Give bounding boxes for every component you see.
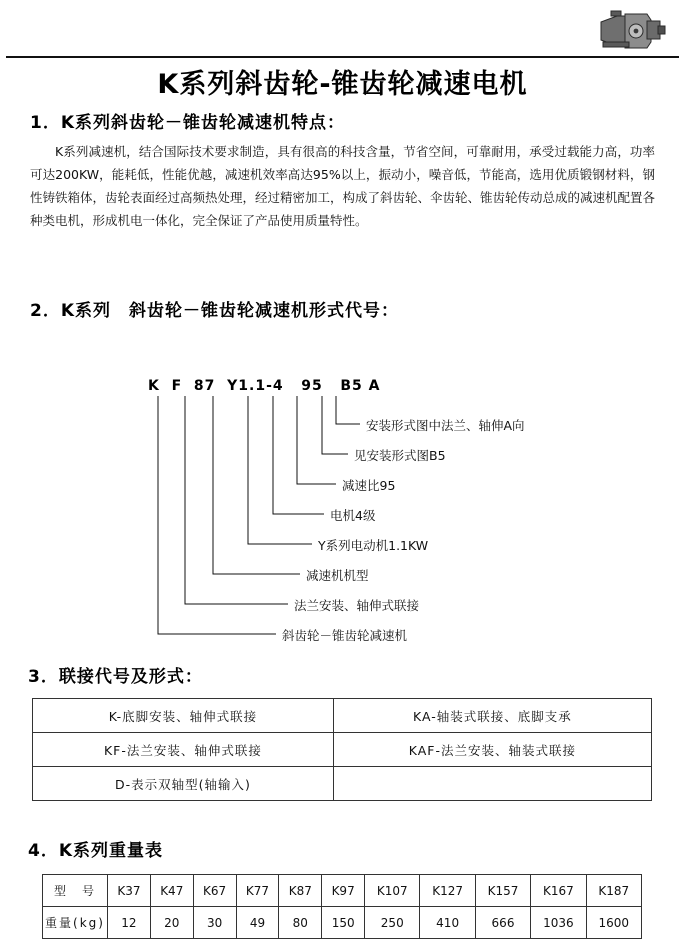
model-cell-1: K47: [150, 875, 193, 907]
model-cell-4: K87: [279, 875, 322, 907]
model-cell-7: K127: [420, 875, 475, 907]
section-2-heading: 2．K系列 斜齿轮－锥齿轮减速机形式代号：: [30, 301, 400, 321]
section-1-heading: 1．K系列斜齿轮－锥齿轮减速机特点：: [30, 113, 346, 133]
legend-item-0: 安装形式图中法兰、轴伸A向: [366, 418, 525, 433]
weight-cell-2: 30: [193, 907, 236, 939]
weight-cell-4: 80: [279, 907, 322, 939]
weight-cell-10: 1600: [586, 907, 641, 939]
gearbox-motor-logo: [595, 8, 667, 52]
weight-table: [42, 874, 642, 939]
section-4-heading: 4．K系列重量表: [28, 841, 164, 861]
model-cell-9: K167: [531, 875, 586, 907]
table-row-models: [43, 875, 642, 907]
weight-table-row-header-weight: 重量(kg): [43, 907, 108, 939]
weight-cell-5: 150: [322, 907, 365, 939]
conn-cell-0-1: KA-轴装式联接、底脚支承: [333, 699, 651, 733]
legend-item-1: 见安装形式图B5: [354, 448, 446, 463]
table-row: [33, 767, 652, 801]
legend-item-3: 电机4级: [330, 508, 376, 523]
legend-item-2: 减速比95: [342, 478, 396, 493]
conn-cell-2-0: D-表示双轴型(轴输入): [33, 767, 334, 801]
section-3-heading: 3．联接代号及形式：: [28, 667, 203, 687]
conn-cell-1-1: KAF-法兰安装、轴装式联接: [333, 733, 651, 767]
model-cell-5: K97: [322, 875, 365, 907]
model-code-string: K F 87 Y1.1-4 95 B5 A: [148, 378, 381, 394]
weight-cell-3: 49: [236, 907, 279, 939]
weight-table-row-header-model: 型 号: [43, 875, 108, 907]
model-code-legend-diagram: [0, 392, 685, 642]
section-1-body: K系列减速机，结合国际技术要求制造，具有很高的科技含量，节省空间，可靠耐用，承受过载能力高，功率可达200KW，能耗低，性能优越，减速机效率高达95%以上，振动小，噪音低，节能高，选用优质锻钢材料，钢性铸铁箱体，齿轮表面经过高频热处理，经过精密加工，构成了斜齿轮、伞齿轮、锥齿轮传动总成的减速机配置各种类电机，形成机电一体化，完全保证了产品使用质量特性。: [30, 144, 656, 228]
model-cell-6: K107: [365, 875, 420, 907]
weight-cell-7: 410: [420, 907, 475, 939]
table-row-weights: [43, 907, 642, 939]
table-row: [33, 733, 652, 767]
model-cell-8: K157: [475, 875, 530, 907]
legend-item-5: 减速机机型: [306, 568, 369, 583]
weight-cell-1: 20: [150, 907, 193, 939]
model-cell-3: K77: [236, 875, 279, 907]
weight-cell-0: 12: [108, 907, 151, 939]
conn-cell-1-0: KF-法兰安装、轴伸式联接: [33, 733, 334, 767]
legend-item-4: Y系列电动机1.1KW: [318, 538, 429, 553]
model-cell-2: K67: [193, 875, 236, 907]
weight-cell-6: 250: [365, 907, 420, 939]
weight-cell-9: 1036: [531, 907, 586, 939]
header-divider: [6, 56, 679, 58]
conn-cell-0-0: K-底脚安装、轴伸式联接: [33, 699, 334, 733]
model-cell-0: K37: [108, 875, 151, 907]
table-row: [33, 699, 652, 733]
weight-cell-8: 666: [475, 907, 530, 939]
page-title: K系列斜齿轮-锥齿轮减速电机: [157, 69, 528, 100]
model-cell-10: K187: [586, 875, 641, 907]
connection-code-table: [32, 698, 652, 801]
conn-cell-2-1: [333, 767, 651, 801]
legend-item-7: 斜齿轮－锥齿轮减速机: [282, 628, 408, 643]
legend-item-6: 法兰安装、轴伸式联接: [294, 598, 420, 613]
